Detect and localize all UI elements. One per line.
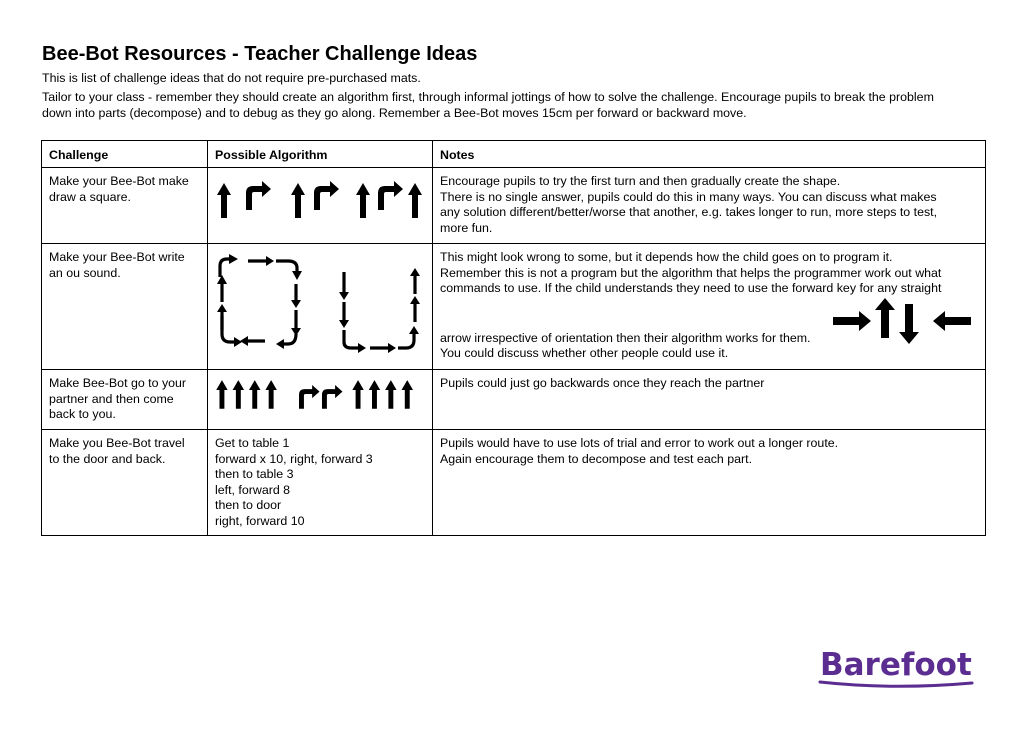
algorithm-text: then to table 3 — [215, 467, 294, 482]
forward-arrow-icon — [408, 183, 422, 218]
forward-arrow-icon — [217, 183, 231, 218]
header-algorithm: Possible Algorithm — [208, 141, 433, 168]
forward-arrow-icon — [402, 380, 413, 409]
intro-line: This is list of challenge ideas that do not require pre-purchased mats. — [42, 71, 421, 85]
right-turn-arrow-icon — [322, 385, 343, 409]
arrow-up-icon — [875, 298, 895, 338]
forward-arrow-icon — [369, 380, 380, 409]
forward-arrow-icon — [291, 183, 305, 218]
challenge-text: draw a square. — [49, 189, 131, 204]
corner-arrow-icon — [344, 330, 358, 348]
notes-cell — [433, 168, 986, 244]
intro-line: Tailor to your class - remember they should create an algorithm first, through informal jottings of how to solve the challenge. Encourage pupils to break the problem — [42, 90, 934, 104]
notes-text: Pupils would have to use lots of trial and error to work out a longer route. — [440, 436, 839, 450]
challenge-text: an ou sound. — [49, 265, 121, 280]
table-row — [42, 370, 986, 430]
algorithm-text: Get to table 1 — [215, 436, 290, 450]
challenge-text: Make your Bee-Bot write — [49, 250, 185, 264]
intro-line: down into parts (decompose) and to debug as they go along. Remember a Bee-Bot moves 15cm per forward or backward move. — [42, 106, 747, 120]
notes-text: Encourage pupils to try the first turn and then gradually create the shape. — [440, 174, 841, 188]
right-turn-arrow-icon — [299, 385, 320, 409]
right-turn-arrow-icon — [314, 181, 339, 210]
notes-text: Again encourage them to decompose and test each part. — [440, 451, 753, 466]
page-title: Bee-Bot Resources - Teacher Challenge Ideas — [42, 43, 478, 65]
algorithm-cell — [208, 370, 433, 430]
algorithm-text: forward x 10, right, forward 3 — [215, 451, 373, 466]
notes-text: There is no single answer, pupils could do this in many ways. You can discuss what makes — [440, 189, 937, 204]
corner-arrow-icon — [222, 316, 234, 342]
forward-arrow-icon — [385, 380, 396, 409]
forward-arrow-icon — [249, 380, 260, 409]
algorithm-text: then to door — [215, 498, 282, 513]
algorithm-text: right, forward 10 — [215, 513, 305, 528]
notes-text: more fun. — [440, 220, 493, 235]
challenge-text: partner and then come — [49, 391, 174, 406]
notes-text: Pupils could just go backwards once they reach the partner — [440, 376, 765, 390]
corner-arrow-icon — [276, 261, 297, 272]
notes-cell — [433, 370, 986, 430]
right-turn-arrow-icon — [378, 181, 403, 210]
table-row — [42, 168, 986, 244]
notes-text: commands to use. If the child understands they need to use the forward key for any straight — [440, 281, 942, 296]
ou-algorithm-arrows — [208, 244, 433, 367]
right-turn-arrow-icon — [246, 181, 271, 210]
forward-arrow-icon — [265, 380, 276, 409]
corner-arrow-icon — [284, 334, 296, 344]
table-row — [42, 244, 986, 370]
forward-arrow-icon — [216, 380, 227, 409]
arrow-down-icon — [899, 304, 919, 344]
notes-cell — [433, 244, 986, 370]
notes-text: any solution different/better/worse that another, e.g. takes longer to run, more steps to test, — [440, 205, 938, 220]
barefoot-logo — [818, 644, 978, 692]
orientation-arrows — [833, 296, 978, 346]
notes-text: This might look wrong to some, but it depends how the child goes on to program it. — [440, 250, 893, 264]
notes-cell — [433, 430, 986, 536]
challenge-text: Make Bee-Bot go to your — [49, 376, 187, 390]
table-row — [42, 430, 986, 536]
challenge-text: Make you Bee-Bot travel — [49, 436, 185, 450]
challenge-text: back to you. — [49, 407, 116, 422]
arrow-right-icon — [833, 311, 871, 331]
algorithm-cell — [208, 168, 433, 244]
challenge-cell — [42, 430, 208, 536]
forward-arrow-icon — [233, 380, 244, 409]
challenge-table — [41, 140, 986, 536]
challenge-text: Make your Bee-Bot make — [49, 174, 189, 188]
algorithm-cell — [208, 244, 433, 370]
partner-algorithm-arrows — [208, 370, 433, 428]
challenge-text: to the door and back. — [49, 451, 166, 466]
challenge-cell — [42, 168, 208, 244]
forward-arrow-icon — [352, 380, 363, 409]
challenge-cell — [42, 370, 208, 430]
logo-text: Barefoot — [820, 647, 972, 683]
corner-arrow-icon — [398, 334, 414, 348]
algorithm-cell — [208, 430, 433, 536]
notes-text: Remember this is not a program but the algorithm that helps the programmer work out what — [440, 265, 942, 280]
header-challenge: Challenge — [42, 141, 208, 168]
forward-arrow-icon — [356, 183, 370, 218]
notes-text: You could discuss whether other people could use it. — [440, 346, 729, 361]
square-algorithm-arrows — [208, 168, 433, 242]
arrow-left-icon — [933, 311, 971, 331]
algorithm-text: left, forward 8 — [215, 482, 291, 497]
challenge-cell — [42, 244, 208, 370]
header-notes: Notes — [433, 141, 986, 168]
notes-text: arrow irrespective of orientation then their algorithm works for them. — [440, 330, 811, 345]
table-header-row — [42, 141, 986, 168]
